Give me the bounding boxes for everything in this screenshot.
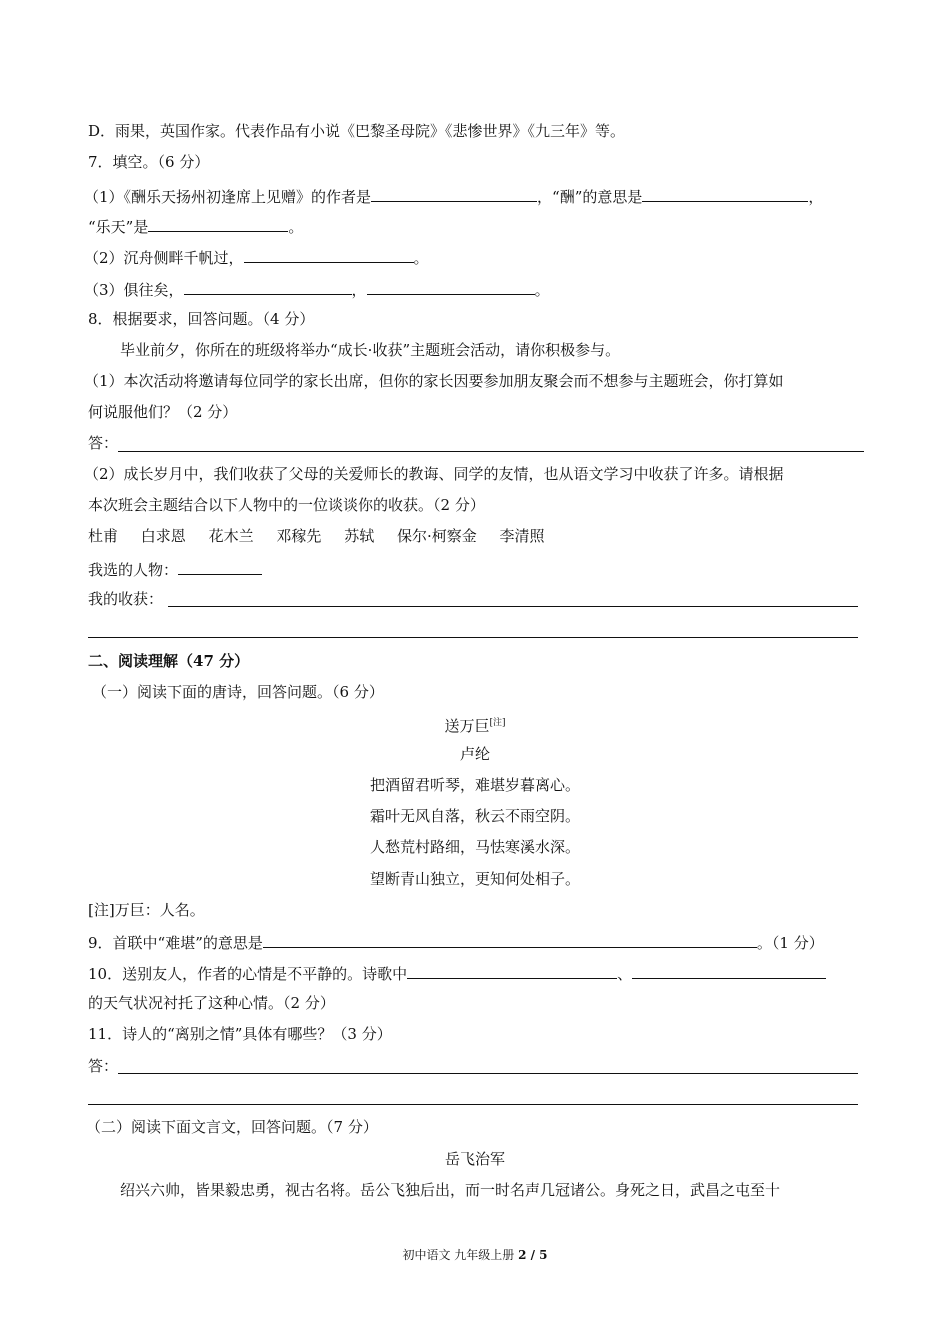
poem-line: 霜叶无风自落，秋云不雨空阴。 (369, 807, 580, 825)
poem-note: [注]万巨：人名。 (88, 901, 205, 919)
q7-part3-mid: ， (351, 281, 367, 299)
q7-part1-mid: ，“酬”的意思是 (537, 188, 643, 206)
q6-option-d: D．雨果，英国作家。代表作品有小说《巴黎圣母院》《悲惨世界》《九三年》等。 (88, 122, 626, 140)
q8-part2-line2: 本次班会主题结合以下人物中的一位谈谈你的收获。（2 分） (88, 496, 485, 514)
q9-prompt: 9．首联中“难堪”的意思是 (88, 934, 263, 952)
q8-harvest-label: 我的收获： (88, 590, 164, 608)
q8-intro: 毕业前夕，你所在的班级将举办“成长·收获”主题班会活动，请你积极参与。 (120, 341, 621, 359)
q7-part3 (84, 278, 550, 300)
person-item: 李清照 (499, 527, 545, 545)
q8-people-list (88, 526, 563, 546)
person-item: 邓稼先 (276, 527, 322, 545)
q7-part1-prompt: （1）《酬乐天扬州初逢席上见赠》的作者是 (84, 188, 372, 206)
q7-part3-prompt: （3）俱往矣， (84, 281, 184, 299)
q7-part2 (84, 246, 429, 268)
q7-part2-prompt: （2）沉舟侧畔千帆过， (84, 249, 244, 267)
part1-title: （一）阅读下面的唐诗，回答问题。（6 分） (92, 683, 384, 701)
q10-prompt: 10．送别友人，作者的心情是不平静的。诗歌中 (88, 965, 408, 983)
footer-text: 初中语文 九年级上册 (402, 1248, 519, 1262)
q8-part1-line2: 何说服他们？（2 分） (88, 403, 238, 421)
poem-line: 人愁荒村路细，马怯寒溪水深。 (369, 838, 580, 856)
q8-chosen (88, 558, 262, 580)
person-item: 杜甫 (88, 527, 119, 545)
q7-part1-comma: ， (808, 188, 824, 206)
poem-line: 把酒留君听琴，难堪岁暮离心。 (369, 776, 580, 794)
section2-title: 二、阅读理解（47 分） (88, 652, 250, 670)
poem-author: 卢纶 (459, 745, 490, 763)
q10-sep: 、 (617, 965, 633, 983)
q8-answer-line[interactable] (118, 451, 864, 452)
q9-blank[interactable] (263, 931, 757, 948)
q7-blank-line3b[interactable] (367, 278, 535, 295)
q7-part1 (84, 185, 823, 207)
q10-blank-a[interactable] (407, 962, 617, 979)
q7-part3-end: 。 (534, 281, 550, 299)
q8-part1-line1: （1）本次活动将邀请每位同学的家长出席，但你的家长因要参加朋友聚会而不想参与主题班会，你打算如 (84, 372, 784, 390)
page-number: 2 / 5 (518, 1248, 548, 1262)
poem-title (0, 713, 950, 736)
poem-note-mark: [注] (489, 718, 506, 728)
q7-blank-line2[interactable] (244, 246, 414, 263)
q8-part2-line1: （2）成长岁月中，我们收获了父母的关爱师长的教诲、同学的友情，也从语文学习中收获了许多。请根据 (84, 465, 784, 483)
q7-blank-chou-meaning[interactable] (642, 185, 808, 202)
q8-chosen-label: 我选的人物： (88, 561, 179, 579)
text-line: 绍兴六帅，皆果毅忠勇，视古名将。岳公飞独后出，而一时名声几冠诸公。身死之日，武昌之屯至十 (120, 1181, 781, 1199)
person-item: 苏轼 (344, 527, 375, 545)
q7-title: 7．填空。（6 分） (88, 153, 210, 171)
q7-letian-label: “乐天”是 (88, 218, 149, 236)
poem-line: 望断青山独立，更知何处相子。 (369, 870, 580, 888)
q8-answer-label: 答： (88, 434, 119, 452)
part2-title: （二）阅读下面文言文，回答问题。（7 分） (86, 1118, 378, 1136)
q8-harvest-line2[interactable] (88, 637, 858, 638)
person-item: 保尔·柯察金 (396, 527, 477, 545)
q11: 11．诗人的“离别之情”具体有哪些？（3 分） (88, 1025, 392, 1043)
q10-blank-b[interactable] (632, 962, 826, 979)
q8-blank-chosen[interactable] (178, 558, 262, 575)
q10-line2: 的天气状况衬托了这种心情。（2 分） (88, 994, 335, 1012)
page-footer (0, 1246, 950, 1263)
q11-answer-line1[interactable] (118, 1073, 858, 1074)
text-title: 岳飞治军 (444, 1150, 505, 1168)
q8-harvest-line1[interactable] (168, 606, 858, 607)
person-item: 花木兰 (208, 527, 254, 545)
q11-answer-label: 答： (88, 1057, 119, 1075)
q7-letian-end: 。 (288, 218, 304, 236)
person-item: 白求恩 (140, 527, 186, 545)
q7-part1-cont (88, 215, 303, 237)
q10 (88, 962, 826, 984)
q8-title: 8．根据要求，回答问题。（4 分） (88, 310, 315, 328)
q7-blank-author[interactable] (371, 185, 537, 202)
q9 (88, 931, 824, 953)
q11-answer-line2[interactable] (88, 1104, 858, 1105)
q9-score: 。（1 分） (756, 934, 824, 952)
poem-title-text: 送万巨 (444, 717, 490, 735)
q7-blank-line3a[interactable] (184, 278, 352, 295)
q7-part2-end: 。 (413, 249, 429, 267)
q7-blank-letian[interactable] (148, 215, 288, 232)
